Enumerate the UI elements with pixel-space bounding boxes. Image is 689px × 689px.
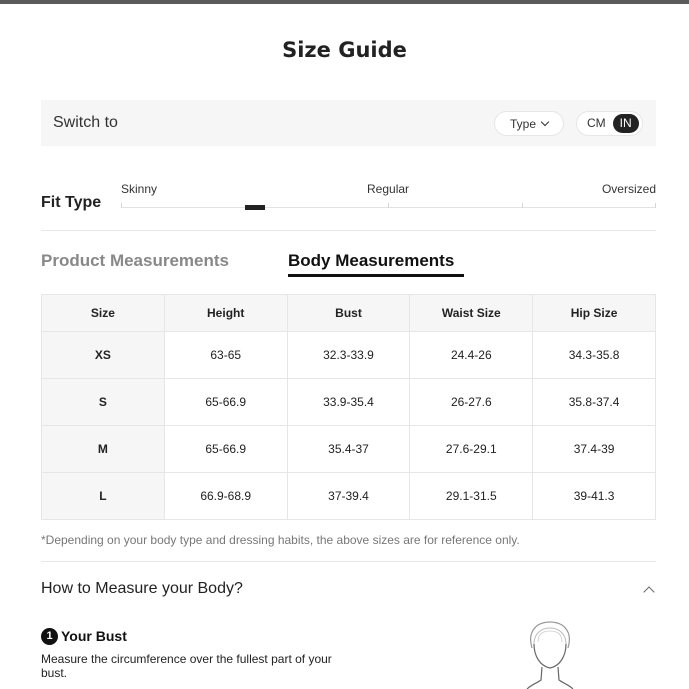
type-select-label: Type	[509, 116, 536, 131]
table-row	[42, 473, 656, 520]
fit-option-skinny[interactable]: Skinny	[121, 182, 158, 196]
column-header-height: Height	[164, 295, 287, 332]
page-title: Size Guide	[282, 38, 407, 62]
top-bar	[0, 0, 689, 4]
height-cell: 66.9-68.9	[164, 473, 287, 520]
column-header-size: Size	[42, 295, 165, 332]
bust-cell: 33.9-35.4	[287, 379, 410, 426]
size-table	[41, 294, 656, 520]
waist-cell: 24.4-26	[410, 332, 533, 379]
active-tab-indicator	[288, 274, 464, 277]
size-cell: L	[42, 473, 165, 520]
column-header-bust: Bust	[287, 295, 410, 332]
tab-body-measurements[interactable]: Body Measurements	[288, 251, 455, 270]
waist-cell: 27.6-29.1	[410, 426, 533, 473]
bust-cell: 37-39.4	[287, 473, 410, 520]
waist-cell: 29.1-31.5	[410, 473, 533, 520]
bust-cell: 32.3-33.9	[287, 332, 410, 379]
fit-tick	[388, 203, 389, 208]
size-cell: XS	[42, 332, 165, 379]
column-header-waist: Waist Size	[410, 295, 533, 332]
type-select[interactable]	[494, 111, 564, 136]
reference-note: *Depending on your body type and dressing habits, the above sizes are for reference only.	[41, 533, 520, 547]
bust-cell: 35.4-37	[287, 426, 410, 473]
tab-product-measurements[interactable]: Product Measurements	[41, 251, 229, 270]
height-cell: 63-65	[164, 332, 287, 379]
step-number-badge: 1	[41, 628, 58, 645]
chevron-down-icon	[541, 117, 549, 125]
height-cell: 65-66.9	[164, 426, 287, 473]
hip-cell: 39-41.3	[533, 473, 656, 520]
fit-tick	[121, 203, 122, 208]
size-cell: M	[42, 426, 165, 473]
fit-option-regular[interactable]: Regular	[367, 182, 410, 196]
fit-type-label: Fit Type	[41, 194, 102, 211]
step-title: Your Bust	[61, 628, 127, 644]
unit-option-cm[interactable]: CM	[587, 116, 606, 130]
hip-cell: 34.3-35.8	[533, 332, 656, 379]
body-figure-illustration	[515, 614, 585, 689]
fit-type-marker[interactable]	[245, 205, 265, 210]
fit-option-oversized[interactable]: Oversized	[601, 182, 656, 196]
switch-bar	[41, 100, 656, 146]
hip-cell: 37.4-39	[533, 426, 656, 473]
height-cell: 65-66.9	[164, 379, 287, 426]
column-header-hip: Hip Size	[533, 295, 656, 332]
divider	[41, 230, 656, 231]
unit-option-in[interactable]: IN	[613, 114, 639, 133]
switch-label: Switch to	[53, 114, 118, 131]
unit-toggle[interactable]	[576, 111, 643, 136]
table-row	[42, 332, 656, 379]
step-description: Measure the circumference over the fullest part of your bust.	[41, 652, 332, 680]
how-to-measure-title[interactable]: How to Measure your Body?	[41, 580, 243, 597]
waist-cell: 26-27.6	[410, 379, 533, 426]
chevron-up-icon[interactable]	[643, 586, 654, 597]
table-row	[42, 379, 656, 426]
divider	[41, 561, 656, 562]
table-header-row	[42, 295, 656, 332]
table-row	[42, 426, 656, 473]
fit-tick	[522, 203, 523, 208]
fit-tick	[655, 203, 656, 208]
size-cell: S	[42, 379, 165, 426]
hip-cell: 35.8-37.4	[533, 379, 656, 426]
